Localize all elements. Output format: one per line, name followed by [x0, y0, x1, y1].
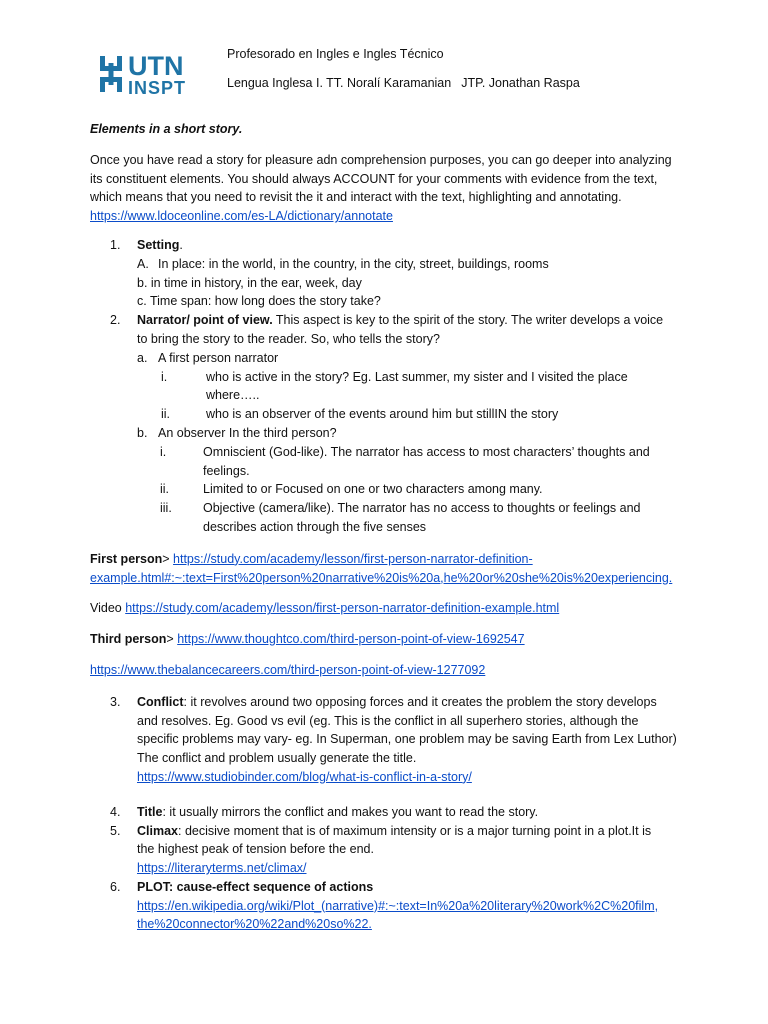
objective-2: describes action through the five senses — [203, 519, 427, 534]
plot-label: PLOT: cause-effect sequence of actions — [137, 879, 374, 894]
omniscient: Omniscient (God-like). The narrator has access to most characters’ thoughts and — [203, 444, 650, 459]
header-teacher: Lengua Inglesa I. TT. Noralí Karamanian — [227, 76, 452, 90]
list-number: 3. — [110, 694, 121, 709]
observer-narrator: who is an observer of the events around him but stillIN the story — [206, 407, 559, 422]
first-person-link[interactable]: https://study.com/academy/lesson/first-person-narrator-definition- — [173, 551, 533, 566]
list-item-plot — [90, 878, 690, 934]
intro-line: which means that you need to revisit the it and interact with the text, highlighting and annotating. — [90, 190, 622, 205]
conflict-text-4: The conflict and problem usually generate the title. — [137, 751, 417, 766]
sub-marker: iii. — [160, 501, 172, 516]
sub-marker: b. — [137, 425, 148, 440]
title-label: Title — [137, 804, 163, 819]
climax-text: : decisive moment that is of maximum intensity or is a major turning point in a plot.It is — [178, 823, 652, 838]
header-jtp: JTP. Jonathan Raspa — [461, 76, 580, 90]
page-title: Elements in a short story. — [90, 122, 243, 136]
list-item-title — [90, 803, 690, 822]
narrator-text: This aspect is key to the spirit of the story. The writer develops a voice — [272, 313, 664, 328]
logo-text-inspt: INSPT — [128, 78, 187, 98]
page-header — [96, 44, 696, 104]
climax-text-2: the highest peak of tension before the end. — [137, 842, 374, 857]
list-item-climax — [90, 822, 690, 878]
first-person-narrator: A first person narrator — [158, 350, 279, 365]
setting-span: c. Time span: how long does the story take? — [137, 294, 381, 309]
sub-marker: A. — [137, 256, 149, 271]
third-person-reference — [90, 630, 690, 649]
plot-link-cont[interactable]: the%20connector%20%22and%20so%22. — [137, 917, 372, 932]
sub-marker: ii. — [161, 407, 171, 422]
title-text: : it usually mirrors the conflict and makes you want to read the story. — [162, 804, 539, 819]
video-label: Video — [90, 601, 126, 616]
list-number: 4. — [110, 804, 121, 819]
climax-label: Climax — [137, 823, 178, 838]
setting-label-rest: . — [179, 237, 183, 252]
list-number: 2. — [110, 313, 121, 328]
third-person-label: Third person — [90, 632, 167, 647]
sub-marker: i. — [161, 369, 168, 384]
omniscient-2: feelings. — [203, 463, 250, 478]
narrator-label: Narrator/ point of view. — [137, 313, 273, 328]
list-item-narrator — [90, 311, 690, 537]
conflict-text: : it revolves around two opposing forces and it creates the problem the story develops — [183, 694, 657, 709]
active-narrator-2: where….. — [206, 388, 260, 403]
plot-link[interactable]: https://en.wikipedia.org/wiki/Plot_(narrative)#:~:text=In%20a%20literary%20work%2C%20film, — [137, 898, 659, 913]
sub-marker: i. — [160, 444, 167, 459]
list-number: 6. — [110, 879, 121, 894]
conflict-text-3: specific problems may vary- eg. In Superman, one problem may be saving Earth from Lex Luthor) — [137, 732, 677, 747]
conflict-link[interactable]: https://www.studiobinder.com/blog/what-is-conflict-in-a-story/ — [137, 769, 472, 784]
video-link[interactable]: https://study.com/academy/lesson/first-person-narrator-definition-example.html — [125, 601, 560, 616]
narrator-text-2: to bring the story to the reader. So, who tells the story? — [137, 331, 440, 346]
intro-line: its constituent elements. You should always ACCOUNT for your comments with evidence from the text, — [90, 171, 658, 186]
intro-line: Once you have read a story for pleasure adn comprehension purposes, you can go deeper into analyzing — [90, 152, 672, 167]
annotate-link[interactable]: https://www.ldoceonline.com/es-LA/dictionary/annotate — [90, 209, 393, 224]
intro-paragraph — [90, 151, 690, 226]
setting-label: Setting — [137, 237, 180, 252]
video-reference — [90, 599, 690, 618]
list-number: 5. — [110, 823, 121, 838]
setting-place: In place: in the world, in the country, in the city, street, buildings, rooms — [158, 256, 549, 271]
logo-text-utn: UTN — [128, 51, 184, 81]
header-course — [227, 74, 580, 93]
climax-link[interactable]: https://literaryterms.net/climax/ — [137, 861, 307, 876]
header-program: Profesorado en Ingles e Ingles Técnico — [227, 47, 444, 61]
list-item-setting — [90, 236, 690, 311]
active-narrator: who is active in the story? Eg. Last summer, my sister and I visited the place — [206, 369, 628, 384]
sub-marker: a. — [137, 350, 148, 365]
conflict-label: Conflict — [137, 694, 184, 709]
third-person-sep: > — [166, 632, 178, 647]
objective: Objective (camera/like). The narrator has no access to thoughts or feelings and — [203, 501, 641, 516]
third-person-observer: An observer In the third person? — [158, 425, 337, 440]
utn-logo — [96, 52, 214, 98]
list-item-conflict — [90, 693, 690, 787]
first-person-reference — [90, 550, 690, 569]
conflict-text-2: and resolves. Eg. Good vs evil (eg. This is the conflict in all superhero stories, although the — [137, 713, 639, 728]
utn-emblem-icon — [96, 54, 126, 94]
limited: Limited to or Focused on one or two characters among many. — [203, 482, 543, 497]
third-person-link[interactable]: https://www.thoughtco.com/third-person-point-of-view-1692547 — [177, 632, 525, 647]
list-number: 1. — [110, 237, 121, 252]
balance-careers-link[interactable]: https://www.thebalancecareers.com/third-person-point-of-view-1277092 — [90, 662, 486, 677]
first-person-link-cont[interactable]: example.html#:~:text=First%20person%20narrative%20is%20a,he%20or%20she%20is%20experiencing. — [90, 570, 673, 585]
first-person-sep: > — [162, 551, 174, 566]
sub-marker: ii. — [160, 482, 170, 497]
document-body — [90, 120, 690, 934]
first-person-label: First person — [90, 551, 163, 566]
setting-time: b. in time in history, in the ear, week, day — [137, 275, 362, 290]
